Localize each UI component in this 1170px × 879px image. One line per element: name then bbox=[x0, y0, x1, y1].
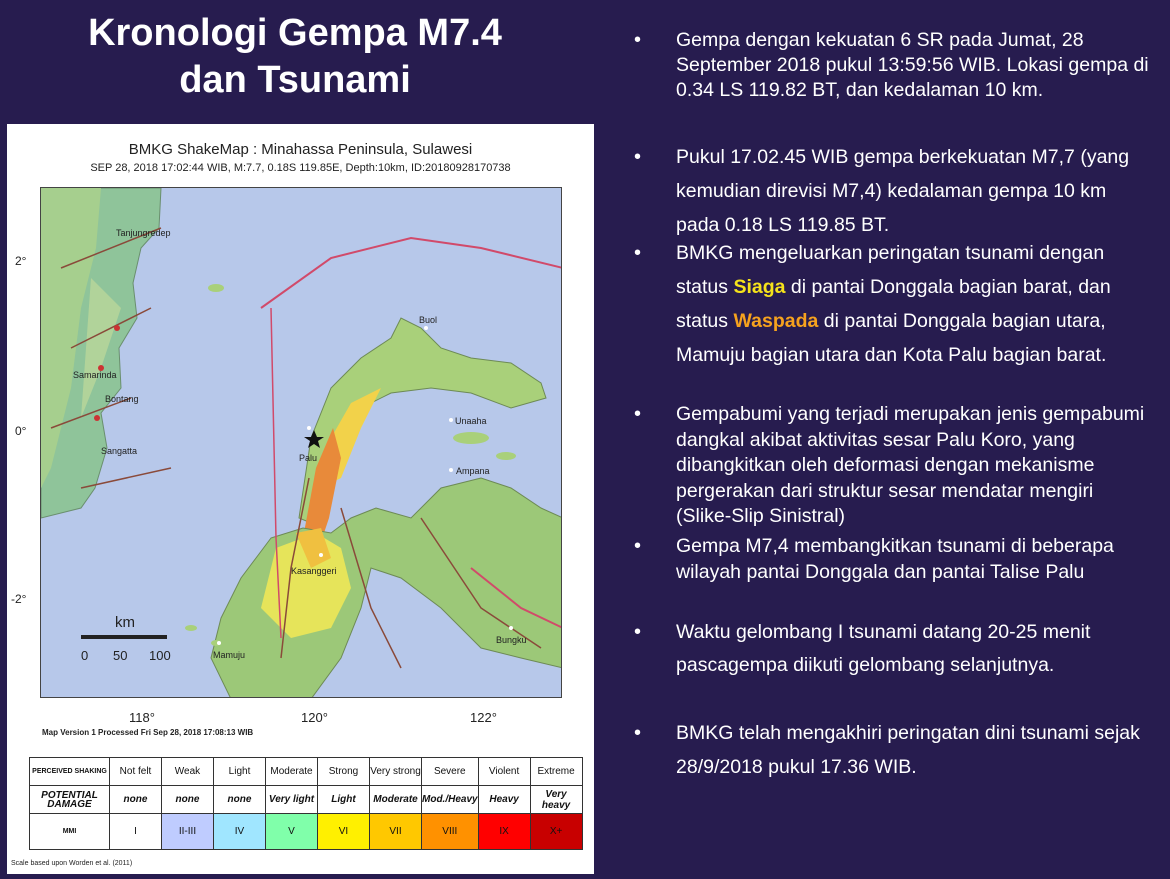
legend-mmi-cell: VII bbox=[370, 814, 422, 850]
legend-shaking-cell: Very strong bbox=[370, 758, 422, 786]
legend-mmi-header: MMI bbox=[30, 814, 110, 850]
shakemap-subtitle: SEP 28, 2018 17:02:44 WIB, M:7.7, 0.18S 119.85E, Depth:10km, ID:20180928170738 bbox=[90, 162, 511, 174]
distance-scale bbox=[47, 614, 187, 674]
legend-mmi-cell: I bbox=[110, 814, 162, 850]
distance-scale-bar bbox=[81, 635, 167, 639]
status-waspada: Waspada bbox=[733, 310, 819, 332]
legend-damage-cell: none bbox=[214, 786, 266, 814]
legend-shaking-cell: Severe bbox=[422, 758, 479, 786]
legend-shaking-row bbox=[30, 758, 583, 786]
chronology-item: • Gempa dengan kekuatan 6 SR pada Jumat, 28 September 2018 pukul 13:59:56 WIB. Lokasi gempa di 0.34 LS 119.82 BT, dan kedalaman 10 km. bbox=[630, 28, 1150, 103]
place-label: Mamuju bbox=[213, 650, 246, 660]
chronology-item: • Pukul 17.02.45 WIB gempa berkekuatan M7,7 (yang kemudian direvisi M7,4) kedalaman gempa 10 km pada 0.18 LS 119.85 BT. bbox=[630, 140, 1150, 242]
legend-shaking-cell: Light bbox=[214, 758, 266, 786]
legend-shaking-cell: Moderate bbox=[266, 758, 318, 786]
chronology-text: BMKG mengeluarkan peringatan tsunami dengan status bbox=[676, 242, 1105, 298]
place-label: Unaaha bbox=[455, 416, 487, 426]
chronology-item: • Gempa M7,4 membangkitkan tsunami di beberapa wilayah pantai Donggala dan pantai Talise Palu bbox=[630, 534, 1150, 585]
legend-mmi-cell: IV bbox=[214, 814, 266, 850]
place-label: Kasanggeri bbox=[291, 566, 337, 576]
legend-shaking-cell: Violent bbox=[478, 758, 530, 786]
place-label: Tanjungredep bbox=[116, 228, 171, 238]
legend-mmi-cell: X+ bbox=[530, 814, 582, 850]
chronology-item: • Waktu gelombang I tsunami datang 20-25 menit pascagempa diikuti gelombang selanjutnya. bbox=[630, 616, 1150, 682]
slide-title-line-1: Kronologi Gempa M7.4 bbox=[88, 12, 502, 54]
legend-mmi-cell: IX bbox=[478, 814, 530, 850]
distance-scale-unit: km bbox=[115, 614, 135, 631]
lat-label: 2° bbox=[15, 254, 27, 268]
legend-damage-row bbox=[30, 786, 583, 814]
lon-label: 122° bbox=[470, 710, 497, 725]
legend-damage-cell: Very heavy bbox=[530, 786, 582, 814]
distance-scale-tick: 0 bbox=[81, 648, 89, 663]
place-label: Ampana bbox=[456, 466, 490, 476]
chronology-text: di pantai Donggala bagian barat, dan status bbox=[676, 276, 1111, 332]
chronology-text: di pantai Donggala bagian utara, Mamuju bagian utara dan Kota Palu bagian barat. bbox=[676, 310, 1107, 366]
legend-mmi-cell: VIII bbox=[422, 814, 479, 850]
scale-note: Scale based upon Worden et al. (2011) bbox=[11, 860, 133, 867]
place-label: Sangatta bbox=[101, 446, 138, 456]
legend-damage-cell: none bbox=[110, 786, 162, 814]
legend-damage-cell: Heavy bbox=[478, 786, 530, 814]
legend-mmi-row bbox=[30, 814, 583, 850]
chronology-item: • BMKG telah mengakhiri peringatan dini tsunami sejak 28/9/2018 pukul 17.36 WIB. bbox=[630, 716, 1150, 784]
place-label: Samarinda bbox=[73, 370, 117, 380]
lon-label: 120° bbox=[301, 710, 328, 725]
legend-mmi-cell: II-III bbox=[162, 814, 214, 850]
status-siaga: Siaga bbox=[733, 276, 786, 298]
legend-damage-cell: none bbox=[162, 786, 214, 814]
lat-label: -2° bbox=[11, 592, 27, 606]
legend-shaking-cell: Weak bbox=[162, 758, 214, 786]
shakemap-figure bbox=[7, 124, 594, 874]
slide-title-line-2: dan Tsunami bbox=[179, 59, 411, 101]
slide-title bbox=[10, 10, 580, 104]
lat-label: 0° bbox=[15, 424, 27, 438]
legend-shaking-cell: Extreme bbox=[530, 758, 582, 786]
legend-damage-cell: Mod./Heavy bbox=[422, 786, 479, 814]
lon-label: 118° bbox=[129, 710, 155, 725]
legend-damage-cell: Moderate bbox=[370, 786, 422, 814]
legend-damage-cell: Very light bbox=[266, 786, 318, 814]
legend-shaking-cell: Not felt bbox=[110, 758, 162, 786]
mmi-legend bbox=[29, 757, 583, 850]
legend-shaking-cell: Strong bbox=[318, 758, 370, 786]
place-label: Buol bbox=[419, 315, 438, 325]
chronology-item bbox=[630, 236, 1150, 372]
legend-shaking-header: PERCEIVED SHAKING bbox=[30, 758, 110, 786]
legend-mmi-cell: VI bbox=[318, 814, 370, 850]
legend-damage-cell: Light bbox=[318, 786, 370, 814]
legend-mmi-cell: V bbox=[266, 814, 318, 850]
chronology-item: • Gempabumi yang terjadi merupakan jenis gempabumi dangkal akibat aktivitas sesar Palu Koro, yang dibangkitkan oleh deformasi dengan mekanisme pergerakan dari struktur sesar mendatar mengiri (Slike-Slip Sinistral) bbox=[630, 402, 1150, 530]
distance-scale-tick: 50 bbox=[113, 648, 128, 663]
place-label: Bontang bbox=[105, 394, 139, 404]
distance-scale-tick: 100 bbox=[149, 648, 171, 663]
place-label: Palu bbox=[299, 453, 318, 463]
legend-damage-header: POTENTIAL DAMAGE bbox=[30, 786, 110, 814]
map-version: Map Version 1 Processed Fri Sep 28, 2018 17:08:13 WIB bbox=[42, 728, 254, 737]
shakemap-title: BMKG ShakeMap : Minahassa Peninsula, Sulawesi bbox=[128, 141, 473, 158]
place-label: Bungku bbox=[496, 635, 527, 645]
